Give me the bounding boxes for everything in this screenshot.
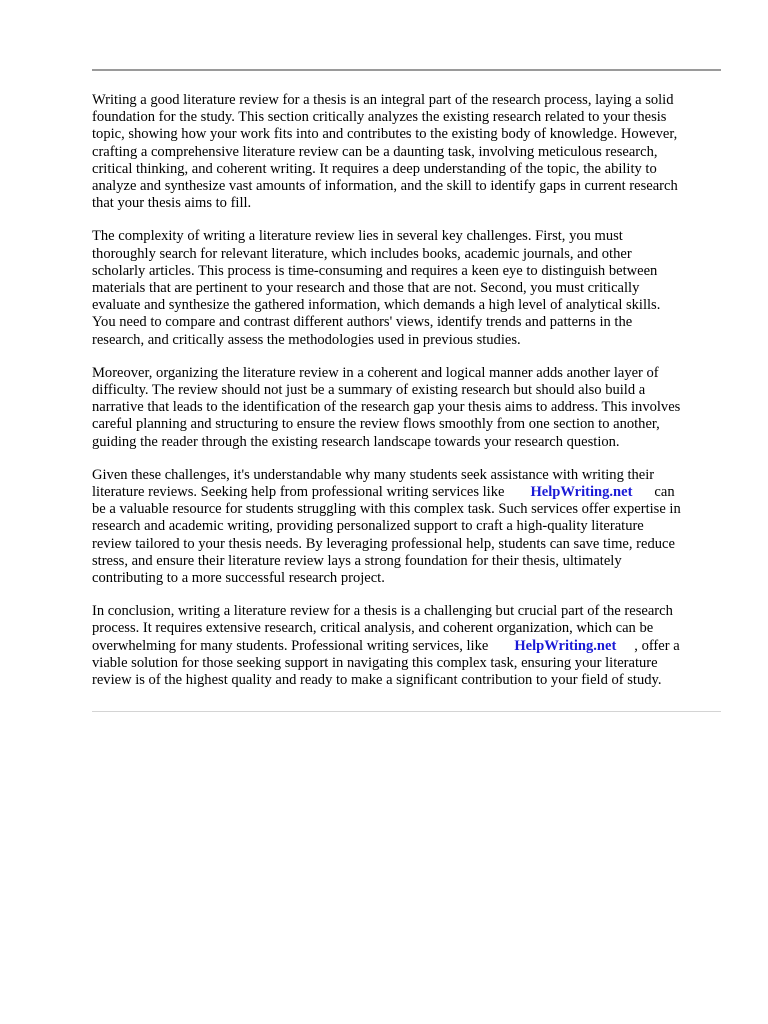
line-text-before-link: overwhelming for many students. Professional writing services, like [92, 637, 489, 654]
line-text-after-link: , offer a [634, 637, 680, 654]
text-line: review is of the highest quality and ready to make a significant contribution to your field of study. [92, 672, 662, 689]
text-line: be a valuable resource for students struggling with this complex task. Such services offer expertise in [92, 501, 681, 518]
helpwriting-link[interactable]: HelpWriting.net [530, 484, 633, 501]
text-line: difficulty. The review should not just be a summary of existing research but should also build a [92, 382, 646, 399]
text-line: Moreover, organizing the literature review in a coherent and logical manner adds another layer of [92, 364, 659, 381]
text-line: contributing to a more successful research project. [92, 570, 385, 587]
text-line: narrative that leads to the identification of the research gap your thesis aims to address. This involves [92, 399, 681, 416]
text-line: scholarly articles. This process is time-consuming and requires a keen eye to distinguish between [92, 262, 658, 279]
text-line: Writing a good literature review for a thesis is an integral part of the research process, laying a solid [92, 92, 674, 108]
text-line: In conclusion, writing a literature review for a thesis is a challenging but crucial part of the research [92, 603, 673, 620]
line-text-after-link: can [654, 484, 675, 501]
text-line: analyze and synthesize vast amounts of information, and the skill to identify gaps in current research [92, 178, 678, 195]
text-line: materials that are pertinent to your research and those that are not. Second, you must critically [92, 280, 640, 297]
bottom-divider [92, 711, 721, 712]
text-line: The complexity of writing a literature review lies in several key challenges. First, you must [92, 228, 623, 245]
text-line: foundation for the study. This section critically analyzes the existing research related to your thesis [92, 109, 667, 126]
text-line: Given these challenges, it's understandable why many students seek assistance with writing their [92, 466, 655, 483]
paragraph-conclusion [92, 603, 724, 689]
paragraph-organizing [92, 365, 724, 451]
text-line: guiding the reader through the existing research landscape towards your research question. [92, 433, 620, 450]
text-line: crafting a comprehensive literature review can be a daunting task, involving meticulous research, [92, 143, 658, 160]
text-line-with-link [92, 638, 724, 655]
text-line: topic, showing how your work fits into and contributes to the existing body of knowledge. However, [92, 126, 678, 143]
text-line: that your thesis aims to fill. [92, 195, 252, 212]
text-line: process. It requires extensive research, critical analysis, and coherent organization, which can be [92, 620, 654, 637]
helpwriting-link[interactable]: HelpWriting.net [514, 637, 617, 654]
top-divider [92, 69, 721, 71]
text-line-with-link [92, 484, 724, 501]
text-line: stress, and ensure their literature review lays a strong foundation for their thesis, ultimately [92, 552, 622, 569]
line-text-before-link: literature reviews. Seeking help from professional writing services like [92, 484, 505, 501]
text-line: careful planning and structuring to ensure the review flows smoothly from one section to another, [92, 416, 660, 433]
text-line: critical thinking, and coherent writing. It requires a deep understanding of the topic, the ability to [92, 160, 657, 177]
text-line: viable solution for those seeking support in navigating this complex task, ensuring your literature [92, 654, 658, 671]
text-line: research and academic writing, providing personalized support to craft a high-quality literature [92, 518, 644, 535]
text-line: research, and critically assess the methodologies used in previous studies. [92, 331, 521, 348]
paragraph-assistance [92, 467, 724, 587]
text-line: evaluate and synthesize the gathered information, which demands a high level of analytical skills. [92, 297, 661, 314]
text-line: You need to compare and contrast different authors' views, identify trends and patterns in the [92, 314, 633, 331]
paragraph-challenges [92, 228, 724, 348]
text-line: review tailored to your thesis needs. By leveraging professional help, students can save time, reduce [92, 535, 675, 552]
paragraph-intro [92, 92, 724, 212]
document-body [92, 92, 724, 705]
text-line: thoroughly search for relevant literature, which includes books, academic journals, and other [92, 245, 632, 262]
